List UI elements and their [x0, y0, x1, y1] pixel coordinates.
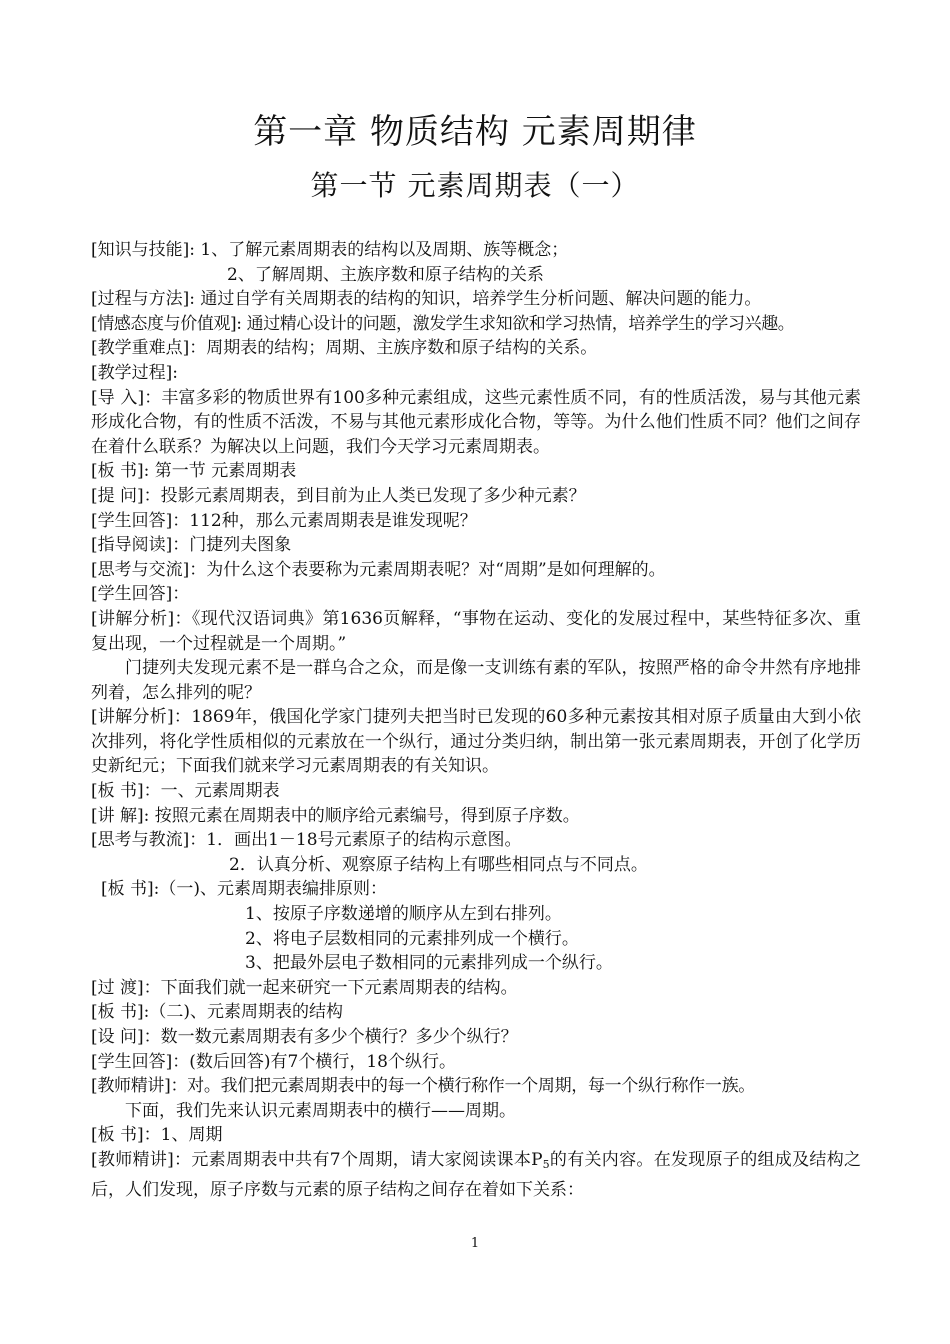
text-line: 3、把最外层电子数相同的元素排列成一个纵行。	[245, 953, 613, 974]
text-line: [学生回答]：112种，那么元素周期表是谁发现呢？	[91, 510, 477, 531]
text-line: [教师精讲]：对。我们把元素周期表中的每一个横行称作一个周期，每一个纵行称作一族。	[91, 1076, 755, 1097]
text-line: 1、按原子序数递增的顺序从左到右排列。	[245, 904, 562, 925]
text-line: [设 问]：数一数元素周期表有多少个横行？多少个纵行？	[91, 1027, 518, 1047]
lesson-body	[91, 238, 861, 1202]
text-line: [教学重难点]：周期表的结构；周期、主族序数和原子结构的关系。	[91, 338, 598, 359]
text-line: [提 问]：投影元素周期表，到目前为止人类已发现了多少种元素？	[91, 485, 586, 506]
text-run: 的有关内容。在发现原子的组成及结构之后，人们发现，原子序数与元素的原子结构之间存在着如下关系：	[91, 1149, 861, 1200]
text-line: 2、了解周期、主族序数和原子结构的关系	[227, 264, 544, 285]
text-line: [学生回答]：	[91, 584, 190, 605]
text-paragraph	[91, 1148, 861, 1202]
text-line: [知识与技能]: 1、了解元素周期表的结构以及周期、族等概念；	[91, 240, 569, 260]
text-line: [学生回答]：(数后回答)有7个横行，18个纵行。	[91, 1051, 456, 1072]
chapter-title: 第一章 物质结构 元素周期律	[253, 112, 697, 152]
text-line: [板 书]: 第一节 元素周期表	[91, 461, 297, 482]
text-line: [过 渡]：下面我们就一起来研究一下元素周期表的结构。	[91, 977, 518, 998]
subscript: 5	[542, 1157, 550, 1171]
text-paragraph: [导 入]：丰富多彩的物质世界有100多种元素组成，这些元素性质不同，有的性质活泼，易与其他元素形成化合物，有的性质不活泼，不易与其他元素形成化合物，等等。为什么他们性质不同？他们之间存在着什么联系？为解决以上问题，我们今天学习元素周期表。	[91, 387, 861, 457]
text-paragraph: [讲解分析]：《现代汉语词典》第1636页解释，“事物在运动、变化的发展过程中，某些特征多次、重复出现，一个过程就是一个周期。”	[91, 608, 861, 654]
text-line: [板 书]:（一)、元素周期表编排原则：	[101, 879, 388, 900]
text-line: [板 书]:（二)、元素周期表的结构	[91, 1002, 344, 1023]
text-line: [指导阅读]：门捷列夫图象	[91, 535, 292, 556]
text-line: 下面，我们先来认识元素周期表中的横行——周期。	[125, 1100, 516, 1121]
text-line: [板 书]：一、元素周期表	[91, 781, 280, 802]
page-number: 1	[470, 1236, 480, 1251]
text-line: [讲 解]: 按照元素在周期表中的顺序给元素编号，得到原子序数。	[91, 805, 580, 826]
text-line: [思考与交流]：为什么这个表要称为元素周期表呢？对“周期”是如何理解的。	[91, 559, 666, 580]
text-paragraph: [讲解分析]：1869年，俄国化学家门捷列夫把当时已发现的60多种元素按其相对原子质量由大到小依次排列，将化学性质相似的元素放在一个纵行，通过分类归纳，制出第一张元素周期表，开创了化学历史新纪元；下面我们就来学习元素周期表的有关知识。	[91, 707, 861, 777]
text-line: 2、将电子层数相同的元素排列成一个横行。	[245, 928, 579, 949]
text-line: [教学过程]:	[91, 362, 178, 383]
text-run: [教师精讲]：元素周期表中共有7个周期，请大家阅读课本P	[91, 1149, 543, 1170]
section-title: 第一节 元素周期表（一）	[310, 169, 640, 202]
text-line: [板 书]：1、周期	[91, 1125, 223, 1146]
text-line: 2．认真分析、观察原子结构上有哪些相同点与不同点。	[229, 854, 648, 875]
text-line: [情感态度与价值观]: 通过精心设计的问题，激发学生求知欲和学习热情，培养学生的学习兴趣。	[91, 313, 795, 334]
text-line: [过程与方法]: 通过自学有关周期表的结构的知识，培养学生分析问题、解决问题的能力。	[91, 289, 762, 310]
text-paragraph: 门捷列夫发现元素不是一群乌合之众，而是像一支训练有素的军队，按照严格的命令井然有序地排列着，怎么排列的呢？	[91, 658, 861, 703]
text-line: [思考与教流]：1．画出1－18号元素原子的结构示意图。	[91, 830, 522, 851]
